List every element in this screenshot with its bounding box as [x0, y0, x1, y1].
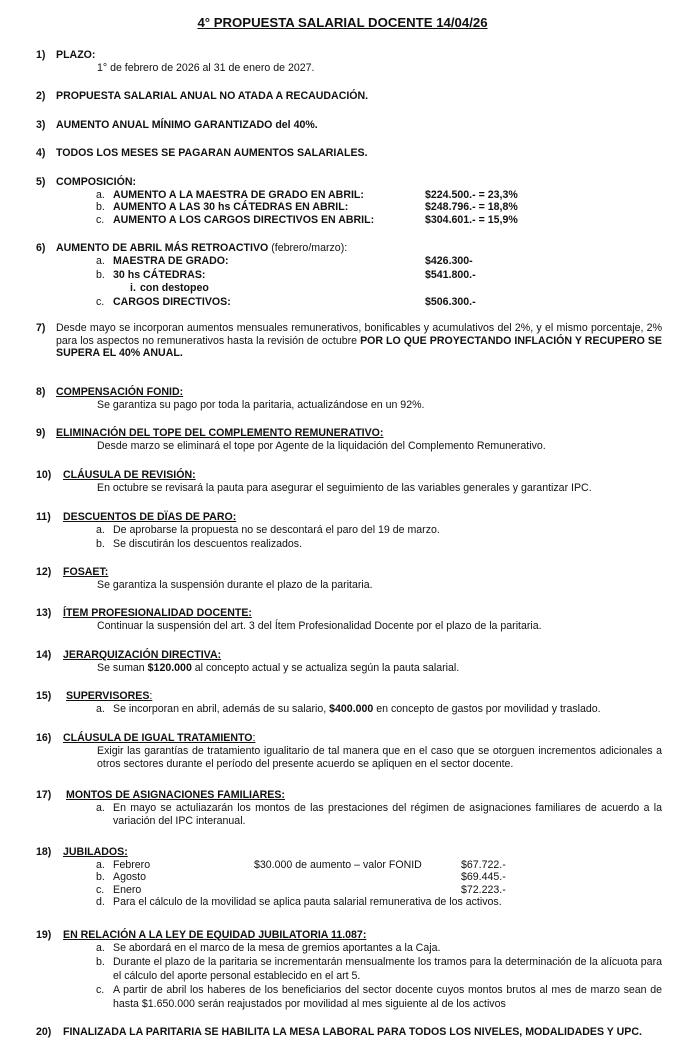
item-text: A partir de abril los haberes de los beneficiarios del sector docente cuyos montos brutos al mes de marzo sean de hasta $1.650.000 serán reajustados por movilidad al mes siguiente al de los activos — [113, 984, 662, 1010]
list-marker: a. — [96, 188, 105, 201]
section-jerarquizacion — [36, 649, 662, 674]
section-tope-complemento — [36, 427, 662, 452]
section-number: 19) — [36, 929, 52, 941]
item-text: Se discutirán los descuentos realizados. — [113, 538, 303, 550]
item-label: AUMENTO A LAS 30 hs CÁTEDRAS EN ABRIL: — [113, 201, 349, 213]
section-number: 8) — [36, 386, 46, 398]
list-marker: a. — [96, 702, 105, 715]
jubilados-value: $72.223.- — [461, 883, 506, 896]
jubilados-note: Para el cálculo de la movilidad se aplica pauta salarial remunerativa de los activos. — [113, 896, 502, 908]
section-number: 12) — [36, 566, 52, 578]
section-fonid — [36, 386, 662, 411]
jubilados-month: Enero — [113, 883, 142, 896]
list-item — [96, 538, 662, 551]
section-heading: COMPOSICIÓN: — [56, 176, 137, 188]
section-heading: FINALIZADA LA PARITARIA SE HABILITA LA MESA LABORAL PARA TODOS LOS NIVELES, MODALIDADES Y UPC. — [63, 1026, 642, 1038]
jubilados-detail: $30.000 de aumento – valor FONID — [254, 858, 422, 871]
list-marker: d. — [96, 896, 105, 908]
list-item — [96, 801, 662, 829]
section-heading: MONTOS DE ASIGNACIONES FAMILIARES: — [66, 789, 285, 801]
section-todos-los-meses — [36, 147, 662, 160]
list-item — [96, 956, 662, 983]
section-body: Se garantiza su pago por toda la paritaria, actualizándose en un 92%. — [97, 398, 425, 411]
section-number: 3) — [36, 119, 46, 131]
section-aumento-minimo — [36, 119, 662, 132]
heading-text: AUMENTO DE ABRIL MÁS RETROACTIVO — [56, 242, 269, 254]
section-body: 1° de febrero de 2026 al 31 de enero de 2027. — [97, 61, 315, 74]
jubilados-value: $69.445.- — [461, 871, 506, 883]
section-heading: SUPERVISORES: — [66, 690, 153, 702]
section-heading: DESCUENTOS DE DÏAS DE PARO: — [63, 511, 237, 523]
composicion-item — [96, 188, 662, 202]
item-label: 30 hs CÁTEDRAS: — [113, 269, 206, 281]
list-marker: b. — [96, 956, 105, 968]
composicion-item — [96, 213, 662, 227]
jubilados-month: Agosto — [113, 871, 146, 883]
body-emphasis: POR LO QUE PROYECTANDO INFLACIÓN Y RECUPERO SE SUPERA EL 40% ANUAL. — [56, 334, 662, 359]
section-number: 14) — [36, 649, 52, 661]
item-label: AUMENTO A LOS CARGOS DIRECTIVOS EN ABRIL: — [113, 213, 375, 226]
item-amount: $400.000 — [329, 702, 374, 715]
list-marker: b. — [96, 201, 105, 213]
section-number: 1) — [36, 49, 46, 61]
item-value: $248.796.- = 18,8% — [425, 201, 518, 213]
document-title: 4° PROPUESTA SALARIAL DOCENTE 14/04/26 — [197, 15, 488, 30]
section-heading: ÍTEM PROFESIONALIDAD DOCENTE: — [63, 607, 252, 619]
jubilados-row — [96, 871, 662, 884]
section-retroactivo — [36, 242, 662, 309]
retroactivo-item — [96, 269, 662, 282]
jubilados-row — [96, 896, 662, 909]
item-label: CARGOS DIRECTIVOS: — [113, 296, 231, 308]
item-text: Durante el plazo de la paritaria se incrementarán mensualmente los tramos para la determinación de la alícuota para el cálculo del aporte personal establecido en el art 5. — [113, 956, 662, 982]
section-clausula-revision — [36, 469, 662, 494]
section-descuentos-paro — [36, 511, 662, 551]
item-text: en concepto de gastos por movilidad y traslado. — [373, 702, 601, 715]
section-plazo — [36, 49, 662, 74]
section-item-profesionalidad — [36, 607, 662, 632]
section-mesa-laboral — [36, 1026, 662, 1040]
jubilados-row — [96, 858, 662, 872]
section-body — [56, 322, 662, 360]
item-value: $506.300.- — [425, 296, 476, 308]
section-number: 15) — [36, 690, 52, 702]
item-label: MAESTRA DE GRADO: — [113, 254, 229, 267]
body-text: Se suman — [97, 661, 148, 674]
list-marker: b. — [96, 538, 105, 550]
section-asignaciones-familiares — [36, 789, 662, 829]
section-heading: PROPUESTA SALARIAL ANUAL NO ATADA A RECAUDACIÓN. — [56, 90, 369, 102]
section-heading: JERARQUIZACIÓN DIRECTIVA: — [63, 649, 222, 661]
section-body: Desde marzo se eliminará el tope por Agente de la liquidación del Complemento Remunerativo. — [97, 439, 546, 452]
heading-text: CLÁUSULA DE IGUAL TRATAMIENTO — [63, 732, 253, 744]
jubilados-month: Febrero — [113, 858, 151, 871]
body-text: al concepto actual y se actualiza según la pauta salarial. — [191, 661, 460, 674]
section-body: Se garantiza la suspensión durante el plazo de la paritaria. — [97, 578, 373, 591]
section-body: En octubre se revisará la pauta para asegurar el seguimiento de las variables generales y garantizar IPC. — [97, 481, 592, 494]
section-body: Continuar la suspensión del art. 3 del Ítem Profesionalidad Docente por el plazo de la paritaria. — [97, 619, 542, 632]
section-number: 11) — [36, 511, 51, 523]
section-heading: CLÁUSULA DE IGUAL TRATAMIENTO: — [63, 732, 256, 744]
list-marker: c. — [96, 883, 105, 896]
section-number: 2) — [36, 90, 46, 102]
list-marker: a. — [96, 254, 105, 267]
item-text: Se incorporan en abril, además de su salario, — [113, 702, 330, 715]
body-text: Desde mayo se incorporan aumentos mensuales remunerativos, bonificables y acumulativos del 2%, y el mismo porcentaje, 2% para los aspectos no remunerativos hasta la revisión de octubre — [56, 322, 662, 347]
section-number: 9) — [36, 427, 46, 439]
section-composicion — [36, 176, 662, 226]
list-marker: c. — [96, 213, 105, 226]
section-jubilados — [36, 846, 662, 909]
section-number: 13) — [36, 607, 52, 619]
list-item — [96, 523, 662, 537]
section-number: 5) — [36, 176, 46, 188]
item-label: con destopeo — [140, 281, 209, 294]
section-number: 10) — [36, 469, 52, 481]
list-marker: a. — [96, 941, 105, 954]
list-marker: c. — [96, 296, 105, 308]
section-heading: COMPENSACIÓN FONID: — [56, 386, 184, 398]
section-body: Exigir las garantías de tratamiento igualitario de tal manera que en el caso que se otorguen incrementos adicionales a otros sectores durante el período del presente acuerdo se apliquen en el sector docente. — [97, 744, 662, 770]
list-marker: a. — [96, 801, 105, 814]
body-amount: $120.000 — [147, 661, 192, 674]
section-number: 6) — [36, 242, 46, 254]
item-value: $541.800.- — [425, 269, 476, 281]
list-marker: b. — [96, 269, 105, 281]
section-heading: FOSAET: — [63, 566, 109, 578]
composicion-item — [96, 201, 662, 214]
list-item — [96, 702, 662, 716]
item-text: En mayo se actuliazarán los montos de las prestaciones del régimen de asignaciones familiares de acuerdo a la variación del IPC interanual. — [113, 801, 662, 827]
item-text: De aprobarse la propuesta no se descontará el paro del 19 de marzo. — [113, 523, 440, 536]
section-number: 16) — [36, 732, 52, 744]
retroactivo-item — [96, 254, 662, 268]
section-aumentos-mensuales — [36, 322, 662, 360]
item-value: $224.500.- = 23,3% — [425, 188, 518, 201]
section-supervisores — [36, 690, 662, 715]
section-equidad-jubilatoria — [36, 929, 662, 1011]
section-heading: ELIMINACIÓN DEL TOPE DEL COMPLEMENTO REMUNERATIVO: — [56, 427, 384, 439]
heading-suffix: (febrero/marzo): — [268, 242, 348, 254]
item-text: Se abordará en el marco de la mesa de gremios aportantes a la Caja. — [113, 941, 441, 954]
section-body — [97, 662, 662, 675]
list-marker: a. — [96, 523, 105, 536]
jubilados-value: $67.722.- — [461, 858, 506, 871]
retroactivo-subitem — [130, 281, 662, 295]
list-marker: a. — [96, 858, 105, 871]
section-number: 17) — [36, 789, 52, 801]
item-label: AUMENTO A LA MAESTRA DE GRADO EN ABRIL: — [113, 188, 364, 201]
section-heading: PLAZO: — [56, 49, 96, 61]
section-heading: EN RELACIÓN A LA LEY DE EQUIDAD JUBILATORIA 11.087: — [63, 929, 367, 941]
section-igual-tratamiento — [36, 732, 662, 772]
section-fosaet — [36, 566, 662, 591]
section-heading — [56, 242, 662, 255]
section-heading: TODOS LOS MESES SE PAGARAN AUMENTOS SALARIALES. — [56, 147, 368, 159]
section-heading: JUBILADOS: — [63, 846, 128, 858]
item-value: $304.601.- = 15,9% — [425, 213, 518, 226]
retroactivo-item — [96, 296, 662, 309]
section-number: 7) — [36, 322, 46, 334]
section-heading: AUMENTO ANUAL MÍNIMO GARANTIZADO del 40%. — [56, 119, 318, 131]
jubilados-row — [96, 883, 662, 897]
section-heading: CLÁUSULA DE REVISIÓN: — [63, 469, 196, 481]
item-value: $426.300- — [425, 254, 473, 267]
list-marker: b. — [96, 871, 105, 883]
section-number: 4) — [36, 147, 46, 159]
section-propuesta-anual — [36, 90, 662, 103]
list-item — [96, 941, 662, 956]
list-item — [96, 984, 662, 1011]
section-number: 18) — [36, 846, 52, 858]
heading-text: SUPERVISORES — [66, 690, 150, 702]
list-marker: c. — [96, 984, 105, 996]
list-marker: i. — [130, 281, 136, 294]
section-number: 20) — [36, 1026, 52, 1038]
